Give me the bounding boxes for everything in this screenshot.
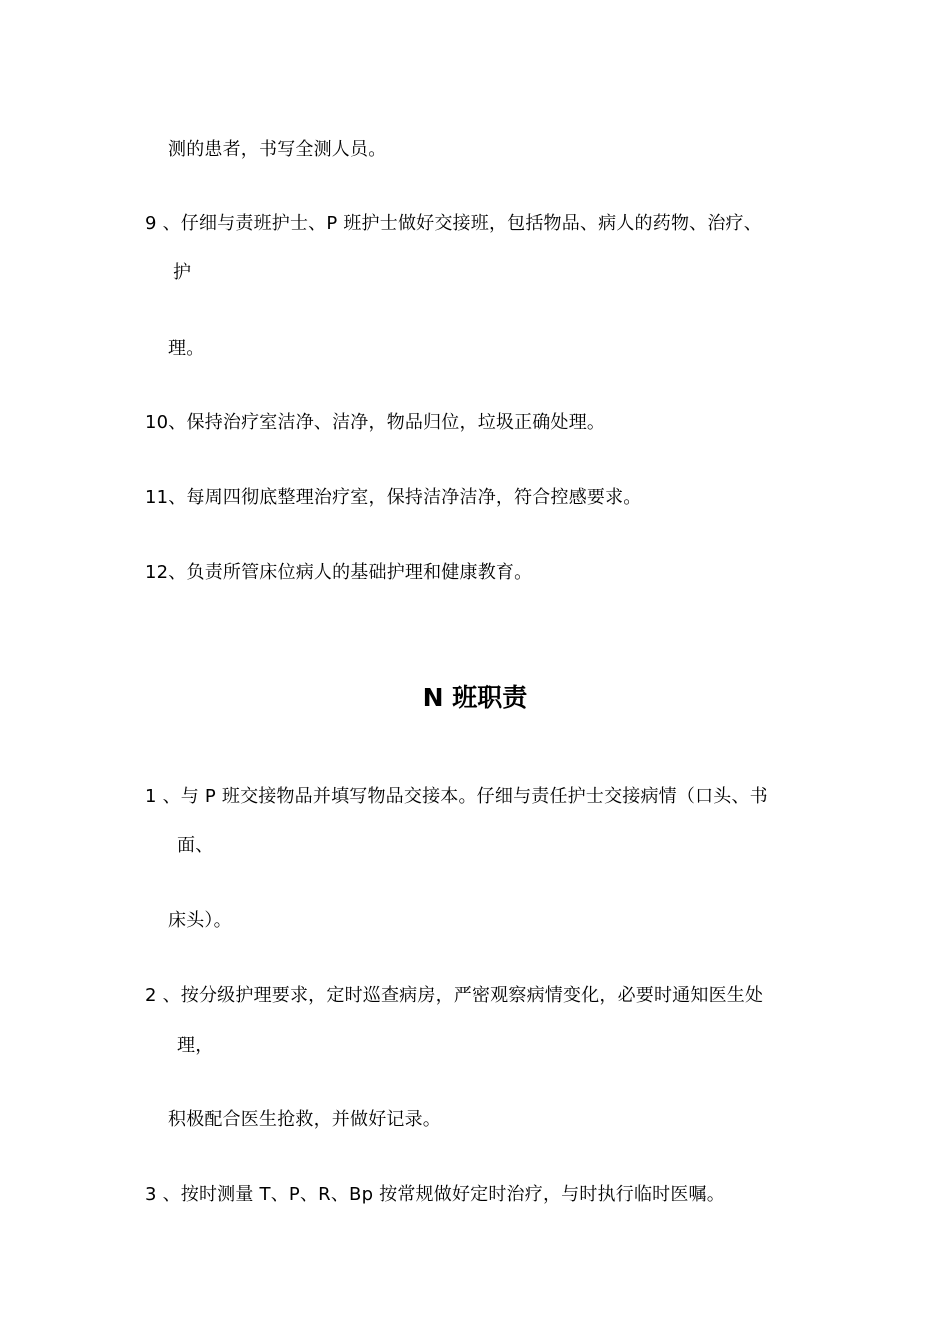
item-9-line-3: 理。 bbox=[168, 338, 205, 359]
item-9-line-2: 护 bbox=[173, 262, 192, 283]
continuation-line: 测的患者，书写全测人员。 bbox=[168, 139, 387, 160]
n-item-1-line-2: 面、 bbox=[177, 835, 214, 856]
n-item-3: 3 、按时测量 T、P、R、Bp 按常规做好定时治疗，与时执行临时医嘱。 bbox=[145, 1184, 725, 1205]
n-item-1-line-3: 床头）。 bbox=[168, 910, 232, 931]
n-item-1-line-1: 1 、与 P 班交接物品并填写物品交接本。仔细与责任护士交接病情（口头、书 bbox=[145, 786, 768, 807]
n-item-2-line-1: 2 、按分级护理要求，定时巡查病房，严密观察病情变化，必要时通知医生处 bbox=[145, 985, 764, 1006]
n-item-2-line-2: 理， bbox=[177, 1035, 214, 1056]
item-11: 11、每周四彻底整理治疗室，保持洁净洁净，符合控感要求。 bbox=[145, 487, 642, 508]
item-12: 12、负责所管床位病人的基础护理和健康教育。 bbox=[145, 562, 533, 583]
n-shift-title: N 班职责 bbox=[422, 683, 528, 712]
item-9-line-1: 9 、仔细与责班护士、P 班护士做好交接班，包括物品、病人的药物、治疗、 bbox=[145, 213, 762, 234]
item-10: 10、保持治疗室洁净、洁净，物品归位，垃圾正确处理。 bbox=[145, 412, 606, 433]
n-item-2-line-3: 积极配合医生抢救，并做好记录。 bbox=[168, 1109, 441, 1130]
